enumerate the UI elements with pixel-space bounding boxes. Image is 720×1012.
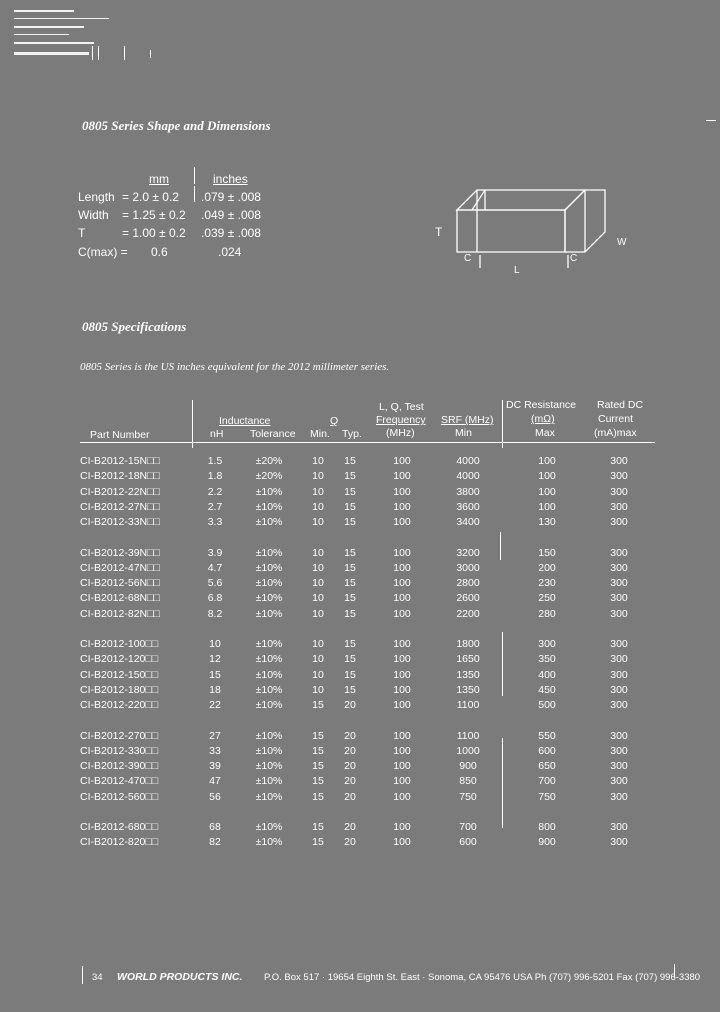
- cell-q-typ: 20: [344, 760, 356, 773]
- cell-frequency: 100: [393, 577, 411, 590]
- cell-q-typ: 15: [344, 516, 356, 529]
- cell-q-min: 15: [312, 729, 324, 742]
- cell-dc-resistance: 450: [538, 683, 556, 696]
- cell-dc-resistance: 550: [538, 729, 556, 742]
- cell-nh: 3.3: [207, 516, 223, 529]
- col-part-number: Part Number: [90, 429, 150, 441]
- cell-dc-resistance: 700: [538, 775, 556, 788]
- cell-tolerance: ±10%: [255, 775, 283, 788]
- col-srf: SRF (MHz): [441, 414, 494, 426]
- cell-nh: 5.6: [207, 577, 223, 590]
- cell-frequency: 100: [393, 485, 411, 498]
- cell-frequency: 100: [393, 668, 411, 681]
- cell-part-number: CI-B2012-68N□□: [80, 592, 160, 605]
- diagram-label-w: W: [617, 237, 627, 248]
- cell-q-typ: 15: [344, 546, 356, 559]
- cell-tolerance: ±10%: [255, 821, 283, 833]
- cell-nh: 4.7: [207, 561, 223, 574]
- page-number: 34: [92, 972, 103, 983]
- cell-part-number: CI-B2012-330□□: [80, 744, 159, 757]
- cell-q-typ: 20: [344, 821, 356, 833]
- cell-frequency: 100: [393, 546, 411, 559]
- dim-mm-cmax: 0.6: [151, 245, 168, 259]
- cell-srf: 750: [459, 790, 477, 803]
- cell-frequency: 100: [393, 790, 411, 803]
- cell-part-number: CI-B2012-18N□□: [80, 470, 160, 483]
- cell-nh: 1.5: [207, 455, 223, 467]
- cell-part-number: CI-B2012-150□□: [80, 668, 159, 681]
- cell-part-number: CI-B2012-120□□: [80, 653, 159, 666]
- cell-q-typ: 15: [344, 561, 356, 574]
- dim-mm-length: = 2.0 ± 0.2: [122, 190, 179, 204]
- cell-rated-current: 300: [610, 790, 628, 803]
- cell-srf: 3800: [456, 485, 480, 498]
- cell-rated-current: 300: [610, 516, 628, 529]
- footer-address: P.O. Box 517 · 19654 Eighth St. East · Sonoma, CA 95476 USA Ph (707) 996-5201 Fax (707) 996-3380: [264, 972, 701, 983]
- cell-srf: 1100: [456, 699, 480, 712]
- cell-nh: 47: [209, 775, 221, 788]
- cell-tolerance: ±10%: [255, 561, 283, 574]
- cell-rated-current: 300: [610, 760, 628, 773]
- cell-srf: 4000: [456, 455, 480, 467]
- cell-q-min: 10: [312, 546, 324, 559]
- cell-rated-current: 300: [610, 577, 628, 590]
- cell-nh: 18: [209, 683, 221, 696]
- cell-part-number: CI-B2012-180□□: [80, 683, 159, 696]
- cell-frequency: 100: [393, 699, 411, 712]
- col-mhz: (MHz): [386, 427, 415, 439]
- cell-q-min: 10: [312, 485, 324, 498]
- cell-tolerance: ±10%: [255, 592, 283, 605]
- cell-part-number: CI-B2012-680□□: [80, 821, 159, 833]
- cell-frequency: 100: [393, 561, 411, 574]
- col-frequency: Frequency: [376, 414, 426, 426]
- cell-nh: 56: [209, 790, 221, 803]
- cell-rated-current: 300: [610, 455, 628, 467]
- cell-rated-current: 300: [610, 775, 628, 788]
- cell-frequency: 100: [393, 729, 411, 742]
- cell-frequency: 100: [393, 775, 411, 788]
- cell-srf: 850: [459, 775, 477, 788]
- dim-header-mm: mm: [149, 172, 169, 186]
- cell-tolerance: ±10%: [255, 790, 283, 803]
- cell-srf: 1000: [456, 744, 480, 757]
- cell-dc-resistance: 200: [538, 561, 556, 574]
- cell-tolerance: ±10%: [255, 516, 283, 529]
- cell-q-typ: 15: [344, 592, 356, 605]
- cell-srf: 2200: [456, 607, 480, 620]
- cell-dc-resistance: 280: [538, 607, 556, 620]
- cell-nh: 6.8: [207, 592, 223, 605]
- cell-nh: 27: [209, 729, 221, 742]
- cell-tolerance: ±10%: [255, 760, 283, 773]
- cell-tolerance: ±10%: [255, 485, 283, 498]
- dim-label-width: Width: [78, 208, 109, 222]
- cell-nh: 39: [209, 760, 221, 773]
- cell-srf: 2800: [456, 577, 480, 590]
- cell-part-number: CI-B2012-39N□□: [80, 546, 160, 559]
- cell-rated-current: 300: [610, 699, 628, 712]
- col-lq-test: L, Q, Test: [379, 401, 424, 413]
- cell-srf: 1350: [456, 668, 480, 681]
- cell-q-min: 10: [312, 455, 324, 467]
- dim-in-width: .049 ± .008: [201, 208, 261, 222]
- cell-rated-current: 300: [610, 683, 628, 696]
- cell-part-number: CI-B2012-82N□□: [80, 607, 160, 620]
- cell-srf: 2600: [456, 592, 480, 605]
- cell-tolerance: ±10%: [255, 638, 283, 650]
- cell-part-number: CI-B2012-390□□: [80, 760, 159, 773]
- cell-tolerance: ±20%: [255, 470, 283, 483]
- col-inductance: Inductance: [219, 415, 271, 427]
- cell-q-typ: 15: [344, 577, 356, 590]
- cell-dc-resistance: 500: [538, 699, 556, 712]
- dim-in-length: .079 ± .008: [201, 190, 261, 204]
- cell-nh: 68: [209, 821, 221, 833]
- cell-rated-current: 300: [610, 607, 628, 620]
- cell-rated-current: 300: [610, 729, 628, 742]
- diagram-label-c-left: C: [464, 253, 472, 264]
- chip-drawing-icon: [440, 180, 640, 280]
- col-srf-min: Min: [455, 427, 472, 439]
- col-tolerance: Tolerance: [250, 428, 296, 440]
- cell-nh: 8.2: [207, 607, 223, 620]
- col-dc-resistance: DC Resistance: [506, 399, 577, 411]
- cell-q-min: 15: [312, 775, 324, 788]
- cell-dc-resistance: 900: [538, 836, 556, 849]
- cell-part-number: CI-B2012-22N□□: [80, 485, 160, 498]
- cell-tolerance: ±10%: [255, 546, 283, 559]
- cell-tolerance: ±10%: [255, 607, 283, 620]
- cell-srf: 1350: [456, 683, 480, 696]
- cell-q-min: 10: [312, 607, 324, 620]
- cell-q-min: 10: [312, 577, 324, 590]
- cell-dc-resistance: 350: [538, 653, 556, 666]
- cell-part-number: CI-B2012-470□□: [80, 775, 159, 788]
- cell-part-number: CI-B2012-820□□: [80, 836, 159, 849]
- dim-header-inches: inches: [213, 172, 248, 186]
- diagram-label-c-right: C: [570, 253, 578, 264]
- cell-frequency: 100: [393, 683, 411, 696]
- cell-q-min: 15: [312, 760, 324, 773]
- cell-nh: 82: [209, 836, 221, 849]
- cell-tolerance: ±10%: [255, 500, 283, 513]
- cell-part-number: CI-B2012-220□□: [80, 699, 159, 712]
- cell-frequency: 100: [393, 638, 411, 650]
- cell-rated-current: 300: [610, 821, 628, 833]
- cell-part-number: CI-B2012-27N□□: [80, 500, 160, 513]
- cell-srf: 1100: [456, 729, 480, 742]
- cell-frequency: 100: [393, 821, 411, 833]
- cell-nh: 2.7: [207, 500, 223, 513]
- cell-dc-resistance: 130: [538, 516, 556, 529]
- cell-nh: 12: [209, 653, 221, 666]
- cell-frequency: 100: [393, 592, 411, 605]
- cell-srf: 600: [459, 836, 477, 849]
- cell-srf: 1800: [456, 638, 480, 650]
- cell-q-min: 15: [312, 790, 324, 803]
- diagram-label-l: L: [514, 265, 520, 276]
- cell-q-typ: 20: [344, 699, 356, 712]
- cell-q-typ: 15: [344, 470, 356, 483]
- cell-tolerance: ±10%: [255, 729, 283, 742]
- cell-part-number: CI-B2012-56N□□: [80, 577, 160, 590]
- cell-q-typ: 20: [344, 744, 356, 757]
- cell-q-min: 10: [312, 668, 324, 681]
- cell-rated-current: 300: [610, 653, 628, 666]
- cell-frequency: 100: [393, 455, 411, 467]
- edge-mark: [706, 120, 716, 121]
- cell-nh: 15: [209, 668, 221, 681]
- cell-dc-resistance: 230: [538, 577, 556, 590]
- cell-srf: 3000: [456, 561, 480, 574]
- cell-q-min: 15: [312, 836, 324, 849]
- cell-srf: 700: [459, 821, 477, 833]
- cell-q-typ: 20: [344, 790, 356, 803]
- cell-frequency: 100: [393, 836, 411, 849]
- cell-dc-resistance: 150: [538, 546, 556, 559]
- cell-rated-current: 300: [610, 561, 628, 574]
- col-q-typ: Typ.: [342, 428, 362, 440]
- cell-dc-resistance: 100: [538, 455, 556, 467]
- cell-srf: 1650: [456, 653, 480, 666]
- cell-tolerance: ±10%: [255, 699, 283, 712]
- cell-frequency: 100: [393, 744, 411, 757]
- col-dcr-unit: (mΩ): [531, 413, 555, 425]
- cell-frequency: 100: [393, 607, 411, 620]
- cell-q-typ: 15: [344, 683, 356, 696]
- cell-rated-current: 300: [610, 836, 628, 849]
- cell-srf: 3600: [456, 500, 480, 513]
- cell-q-min: 15: [312, 744, 324, 757]
- cell-dc-resistance: 100: [538, 500, 556, 513]
- cell-nh: 1.8: [207, 470, 223, 483]
- cell-frequency: 100: [393, 470, 411, 483]
- col-nh: nH: [210, 428, 224, 440]
- cell-q-typ: 15: [344, 500, 356, 513]
- dim-mm-width: = 1.25 ± 0.2: [122, 208, 186, 222]
- cell-frequency: 100: [393, 760, 411, 773]
- cell-part-number: CI-B2012-270□□: [80, 729, 159, 742]
- cell-q-min: 10: [312, 653, 324, 666]
- cell-q-typ: 20: [344, 775, 356, 788]
- cell-q-typ: 15: [344, 455, 356, 467]
- cell-part-number: CI-B2012-33N□□: [80, 516, 160, 529]
- cell-nh: 10: [209, 638, 221, 650]
- cell-tolerance: ±10%: [255, 577, 283, 590]
- cell-q-min: 10: [312, 561, 324, 574]
- cell-part-number: CI-B2012-560□□: [80, 790, 159, 803]
- cell-dc-resistance: 600: [538, 744, 556, 757]
- cell-frequency: 100: [393, 653, 411, 666]
- cell-tolerance: ±10%: [255, 668, 283, 681]
- cell-rated-current: 300: [610, 546, 628, 559]
- cell-frequency: 100: [393, 500, 411, 513]
- cell-tolerance: ±10%: [255, 653, 283, 666]
- cell-q-typ: 15: [344, 607, 356, 620]
- dim-label-t: T: [78, 226, 86, 240]
- col-q: Q: [330, 415, 339, 427]
- cell-part-number: CI-B2012-47N□□: [80, 561, 160, 574]
- col-rated-1: Rated DC: [597, 399, 644, 411]
- cell-dc-resistance: 750: [538, 790, 556, 803]
- cell-q-min: 10: [312, 683, 324, 696]
- col-dcr-max: Max: [535, 427, 555, 439]
- cell-nh: 33: [209, 744, 221, 757]
- cell-srf: 3400: [456, 516, 480, 529]
- cell-srf: 900: [459, 760, 477, 773]
- cell-nh: 3.9: [207, 546, 223, 559]
- cell-q-min: 10: [312, 592, 324, 605]
- cell-q-min: 10: [312, 638, 324, 650]
- dim-label-cmax: C(max) =: [78, 245, 128, 259]
- cell-rated-current: 300: [610, 500, 628, 513]
- dim-mm-t: = 1.00 ± 0.2: [122, 226, 186, 240]
- cell-tolerance: ±10%: [255, 836, 283, 849]
- cell-dc-resistance: 100: [538, 470, 556, 483]
- cell-dc-resistance: 250: [538, 592, 556, 605]
- brand-name: WORLD PRODUCTS INC.: [117, 971, 243, 983]
- cell-rated-current: 300: [610, 668, 628, 681]
- col-rated-2: Current: [598, 413, 634, 425]
- cell-rated-current: 300: [610, 485, 628, 498]
- cell-srf: 4000: [456, 470, 480, 483]
- cell-frequency: 100: [393, 516, 411, 529]
- cell-q-typ: 15: [344, 668, 356, 681]
- cell-rated-current: 300: [610, 470, 628, 483]
- col-rated-3: (mA)max: [594, 427, 637, 439]
- col-q-min: Min.: [310, 428, 330, 440]
- cell-dc-resistance: 400: [538, 668, 556, 681]
- cell-q-typ: 20: [344, 836, 356, 849]
- cell-nh: 2.2: [207, 485, 223, 498]
- cell-q-min: 10: [312, 500, 324, 513]
- series-note: 0805 Series is the US inches equivalent for the 2012 millimeter series.: [80, 361, 390, 373]
- cell-nh: 22: [209, 699, 221, 712]
- cell-dc-resistance: 650: [538, 760, 556, 773]
- cell-q-typ: 15: [344, 638, 356, 650]
- cell-tolerance: ±10%: [255, 683, 283, 696]
- cell-dc-resistance: 300: [538, 638, 556, 650]
- cell-q-typ: 15: [344, 485, 356, 498]
- cell-q-min: 15: [312, 821, 324, 833]
- cell-part-number: CI-B2012-15N□□: [80, 455, 160, 467]
- diagram-label-t: T: [435, 225, 443, 239]
- dim-in-t: .039 ± .008: [201, 226, 261, 240]
- cell-rated-current: 300: [610, 744, 628, 757]
- cell-q-min: 15: [312, 699, 324, 712]
- cell-part-number: CI-B2012-100□□: [80, 638, 159, 650]
- cell-dc-resistance: 100: [538, 485, 556, 498]
- cell-tolerance: ±20%: [255, 455, 283, 467]
- cell-q-typ: 15: [344, 653, 356, 666]
- cell-q-typ: 20: [344, 729, 356, 742]
- section-title-shape: 0805 Series Shape and Dimensions: [82, 118, 271, 133]
- cell-tolerance: ±10%: [255, 744, 283, 757]
- section-title-specs: 0805 Specifications: [82, 319, 187, 334]
- cell-srf: 3200: [456, 546, 480, 559]
- dim-in-cmax: .024: [218, 245, 242, 259]
- cell-dc-resistance: 800: [538, 821, 556, 833]
- cell-rated-current: 300: [610, 592, 628, 605]
- cell-rated-current: 300: [610, 638, 628, 650]
- cell-q-min: 10: [312, 470, 324, 483]
- cell-q-min: 10: [312, 516, 324, 529]
- dim-label-length: Length: [78, 190, 115, 204]
